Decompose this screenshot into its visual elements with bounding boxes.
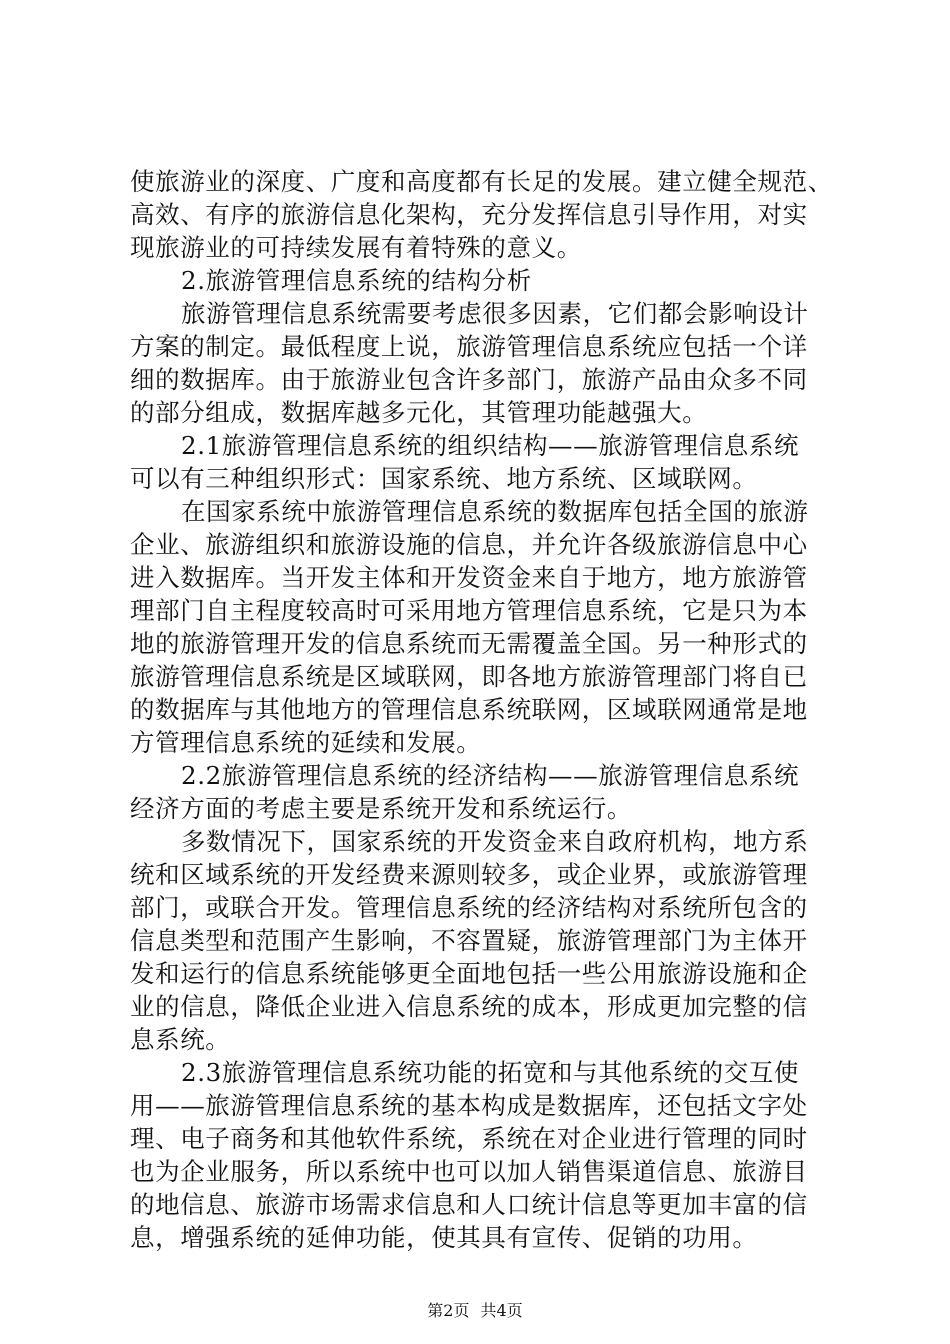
text-line: 使旅游业的深度、广度和高度都有长足的发展。建立健全规范、 — [130, 167, 833, 196]
text-line: 统和区域系统的开发经费来源则较多，或企业界，或旅游管理 — [130, 860, 808, 889]
text-line: 理、电子商务和其他软件系统，系统在对企业进行管理的同时 — [130, 1124, 808, 1153]
text-line: 旅游管理信息系统需要考虑很多因素，它们都会影响设计 — [181, 299, 809, 328]
text-line: 地的旅游管理开发的信息系统而无需覆盖全国。另一种形式的 — [130, 629, 808, 658]
text-line: 方管理信息系统的延续和发展。 — [130, 728, 482, 757]
text-line: 息系统。 — [130, 1025, 231, 1054]
text-line: 息，增强系统的延伸功能，使其具有宣传、促销的功用。 — [130, 1223, 758, 1252]
text-line: 进入数据库。当开发主体和开发资金来自于地方，地方旅游管 — [130, 563, 808, 592]
text-line: 方案的制定。最低程度上说，旅游管理信息系统应包括一个详 — [130, 332, 808, 361]
text-line: 的部分组成，数据库越多元化，其管理功能越强大。 — [130, 398, 708, 427]
section-heading: 2.旅游管理信息系统的结构分析 — [181, 266, 532, 295]
page-total: 共4页 — [480, 1301, 523, 1320]
text-line: 的数据库与其他地方的管理信息系统联网，区域联网通常是地 — [130, 695, 808, 724]
text-line: 理部门自主程度较高时可采用地方管理信息系统，它是只为本 — [130, 596, 808, 625]
text-line: 业的信息，降低企业进入信息系统的成本，形成更加完整的信 — [130, 992, 808, 1021]
text-line: 的地信息、旅游市场需求信息和人口统计信息等更加丰富的信 — [130, 1190, 808, 1219]
text-line: 可以有三种组织形式：国家系统、地方系统、区域联网。 — [130, 464, 758, 493]
page-footer — [0, 1300, 950, 1322]
text-line: 2.2旅游管理信息系统的经济结构——旅游管理信息系统 — [181, 761, 800, 790]
text-line: 多数情况下，国家系统的开发资金来自政府机构，地方系 — [181, 827, 809, 856]
text-line: 也为企业服务，所以系统中也可以加人销售渠道信息、旅游目 — [130, 1157, 808, 1186]
text-line: 旅游管理信息系统是区域联网，即各地方旅游管理部门将自已 — [130, 662, 808, 691]
text-line: 经济方面的考虑主要是系统开发和系统运行。 — [130, 794, 632, 823]
text-line: 发和运行的信息系统能够更全面地包括一些公用旅游设施和企 — [130, 959, 808, 988]
text-line: 部门，或联合开发。管理信息系统的经济结构对系统所包含的 — [130, 893, 808, 922]
text-line: 现旅游业的可持续发展有着特殊的意义。 — [130, 233, 582, 262]
text-line: 2.3旅游管理信息系统功能的拓宽和与其他系统的交互使 — [181, 1058, 800, 1087]
text-line: 企业、旅游组织和旅游设施的信息，并允许各级旅游信息中心 — [130, 530, 808, 559]
text-line: 2.1旅游管理信息系统的组织结构——旅游管理信息系统 — [181, 431, 800, 460]
text-line: 在国家系统中旅游管理信息系统的数据库包括全国的旅游 — [181, 497, 809, 526]
text-line: 信息类型和范围产生影响，不容置疑，旅游管理部门为主体开 — [130, 926, 808, 955]
page-number: 第2页 — [427, 1301, 470, 1320]
text-line: 高效、有序的旅游信息化架构，充分发挥信息引导作用，对实 — [130, 200, 808, 229]
text-line: 细的数据库。由于旅游业包含许多部门，旅游产品由众多不同 — [130, 365, 808, 394]
text-line: 用——旅游管理信息系统的基本构成是数据库，还包括文字处 — [130, 1091, 808, 1120]
